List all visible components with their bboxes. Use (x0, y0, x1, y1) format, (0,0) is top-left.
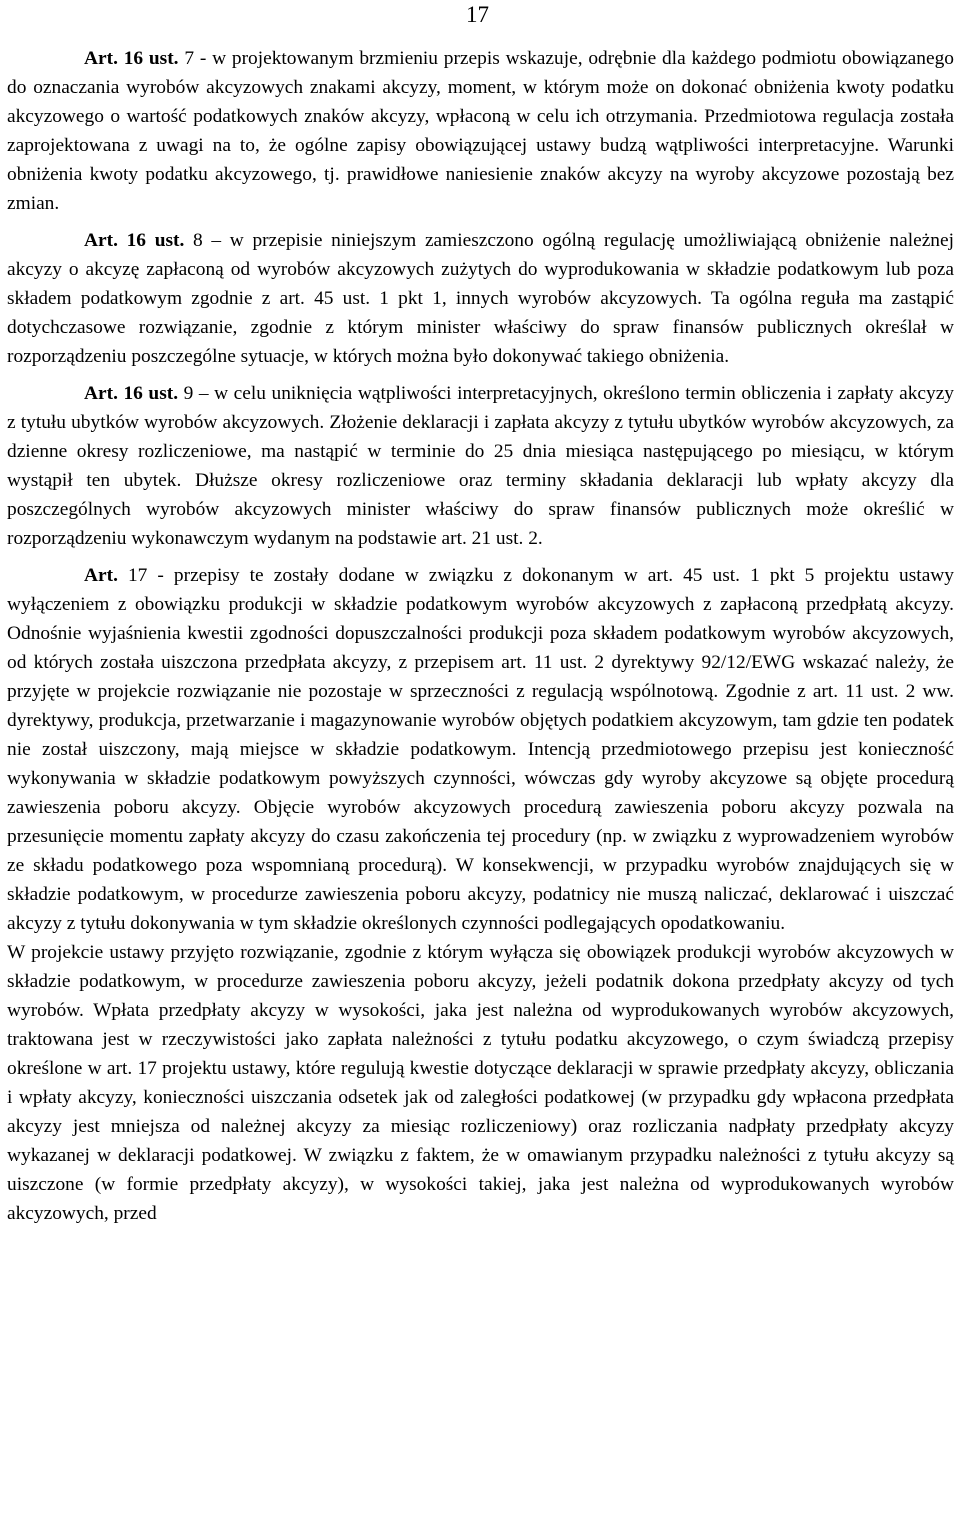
paragraph-text: 7 - w projektowanym brzmieniu przepis wskazuje, odrębnie dla każdego podmiotu obowiązanego do oznaczania wyrobów akcyzowych znakami akcyzy, moment, w którym może on dokonać obniżenia kwoty podatku akcyzowego o wartość podatkowych znaków akcyzy, wpłaconą w celu ich otrzymania. Przedmiotowa regulacja została zaprojektowana z uwagi na to, że ogólne zapisy obowiązującej ustawy budzą wątpliwości interpretacyjne. Warunki obniżenia kwoty podatku akcyzowego, tj. prawidłowe naniesienie znaków akcyzy na wyroby akcyzowe pozostają bez zmian. (7, 48, 954, 214)
paragraph-art-16-ust-9 (7, 379, 954, 553)
paragraph-art-16-ust-7 (7, 44, 954, 218)
paragraph-text: W projekcie ustawy przyjęto rozwiązanie, zgodnie z którym wyłącza się obowiązek produkcji wyrobów akcyzowych w składzie podatkowym, w procedurze zawieszenia poboru akcyzy, jeżeli podatnik dokona przedpłaty akcyzy od tych wyrobów. Wpłata przedpłaty akcyzy w wysokości, jaka jest należna od wyprodukowanych wyrobów akcyzowych, traktowana jest w rzeczywistości jako zapłata należności z tytułu podatku akcyzowego, o czym świadczą przepisy określone w art. 17 projektu ustawy, które regulują kwestie dotyczące deklaracji w sprawie przedpłaty akcyzy, obliczania i wpłaty akcyzy, konieczności uiszczania odsetek jak od zaległości podatkowej (w przypadku gdy wpłacona przedpłata akcyzy jest mniejsza od należnej akcyzy za miesiąc rozliczeniowy) oraz rozliczania nadpłaty przedpłaty akcyzy wykazanej w deklaracji podatkowej. W związku z faktem, że w omawianym przypadku należności z tytułu akcyzy są uiszczone (w formie przedpłaty akcyzy), w wysokości takiej, jaka jest należna od wyprodukowanych wyrobów akcyzowych, przed (7, 942, 954, 1224)
paragraph-art-17 (7, 561, 954, 938)
article-reference: Art. 16 ust. (84, 383, 179, 404)
document-body (7, 44, 954, 1228)
paragraph-text: 8 – w przepisie niniejszym zamieszczono ogólną regulację umożliwiającą obniżenie należnej akcyzy o akcyzę zapłaconą od wyrobów akcyzowych zużytych do wyprodukowania w składzie podatkowym lub poza składem podatkowym zgodnie z art. 45 ust. 1 pkt 1, innych wyrobów akcyzowych. Ta ogólna reguła ma zastąpić dotychczasowe rozwiązanie, zgodnie z którym minister właściwy do spraw finansów publicznych określał w rozporządzeniu poszczególne sytuacje, w których można było dokonywać takiego obniżenia. (7, 230, 954, 367)
article-reference: Art. (84, 565, 118, 586)
paragraph-projekt-ustawy (7, 938, 954, 1228)
paragraph-text: 17 - przepisy te zostały dodane w związku z dokonanym w art. 45 ust. 1 pkt 5 projektu ustawy wyłączeniem z obowiązku produkcji w składzie podatkowym wyrobów akcyzowych z zapłaconą przedpłatą akcyzy. Odnośnie wyjaśnienia kwestii zgodności dopuszczalności produkcji poza składem podatkowym wyrobów akcyzowych, od których została uiszczona przedpłata akcyzy, z przepisem art. 11 ust. 2 dyrektywy 92/12/EWG wskazać należy, że przyjęte w projekcie rozwiązanie nie pozostaje w sprzeczności z regulacją wspólnotową. Zgodnie z art. 11 ust. 2 ww. dyrektywy, produkcja, przetwarzanie i magazynowanie wyrobów objętych podatkiem akcyzowym, tam gdzie ten podatek nie został uiszczony, mają miejsce w składzie podatkowym. Intencją przedmiotowego przepisu jest konieczność wykonywania w składzie podatkowym powyższych czynności, wówczas gdy wyroby akcyzowe są objęte procedurą zawieszenia poboru akcyzy. Objęcie wyrobów akcyzowych procedurą zawieszenia poboru akcyzy pozwala na przesunięcie momentu zapłaty akcyzy do czasu zakończenia tej procedury (np. w związku z wyprowadzeniem wyrobów ze składu podatkowego poza wspomnianą procedurą). W konsekwencji, w przypadku wyrobów znajdujących się w składzie podatkowym, w procedurze zawieszenia poboru akcyzy, podatnicy nie muszą naliczać, deklarować i uiszczać akcyzy z tytułu dokonywania w tym składzie określonych czynności podlegających opodatkowaniu. (7, 565, 954, 934)
article-reference: Art. 16 ust. (84, 230, 185, 251)
page-number: 17 (466, 2, 489, 27)
paragraph-art-16-ust-8 (7, 226, 954, 371)
article-reference: Art. 16 ust. (84, 48, 179, 69)
paragraph-text: 9 – w celu uniknięcia wątpliwości interpretacyjnych, określono termin obliczenia i zapłaty akcyzy z tytułu ubytków wyrobów akcyzowych. Złożenie deklaracji i zapłata akcyzy z tytułu ubytków wyrobów akcyzowych, za dzienne okresy rozliczeniowe, ma nastąpić w terminie do 25 dnia miesiąca następującego po miesiącu, w którym wystąpił ten ubytek. Dłuższe okresy rozliczeniowe oraz terminy składania deklaracji lub wpłaty akcyzy dla poszczególnych wyrobów akcyzowych minister właściwy do spraw finansów publicznych może określić w rozporządzeniu wykonawczym wydanym na podstawie art. 21 ust. 2. (7, 383, 954, 549)
